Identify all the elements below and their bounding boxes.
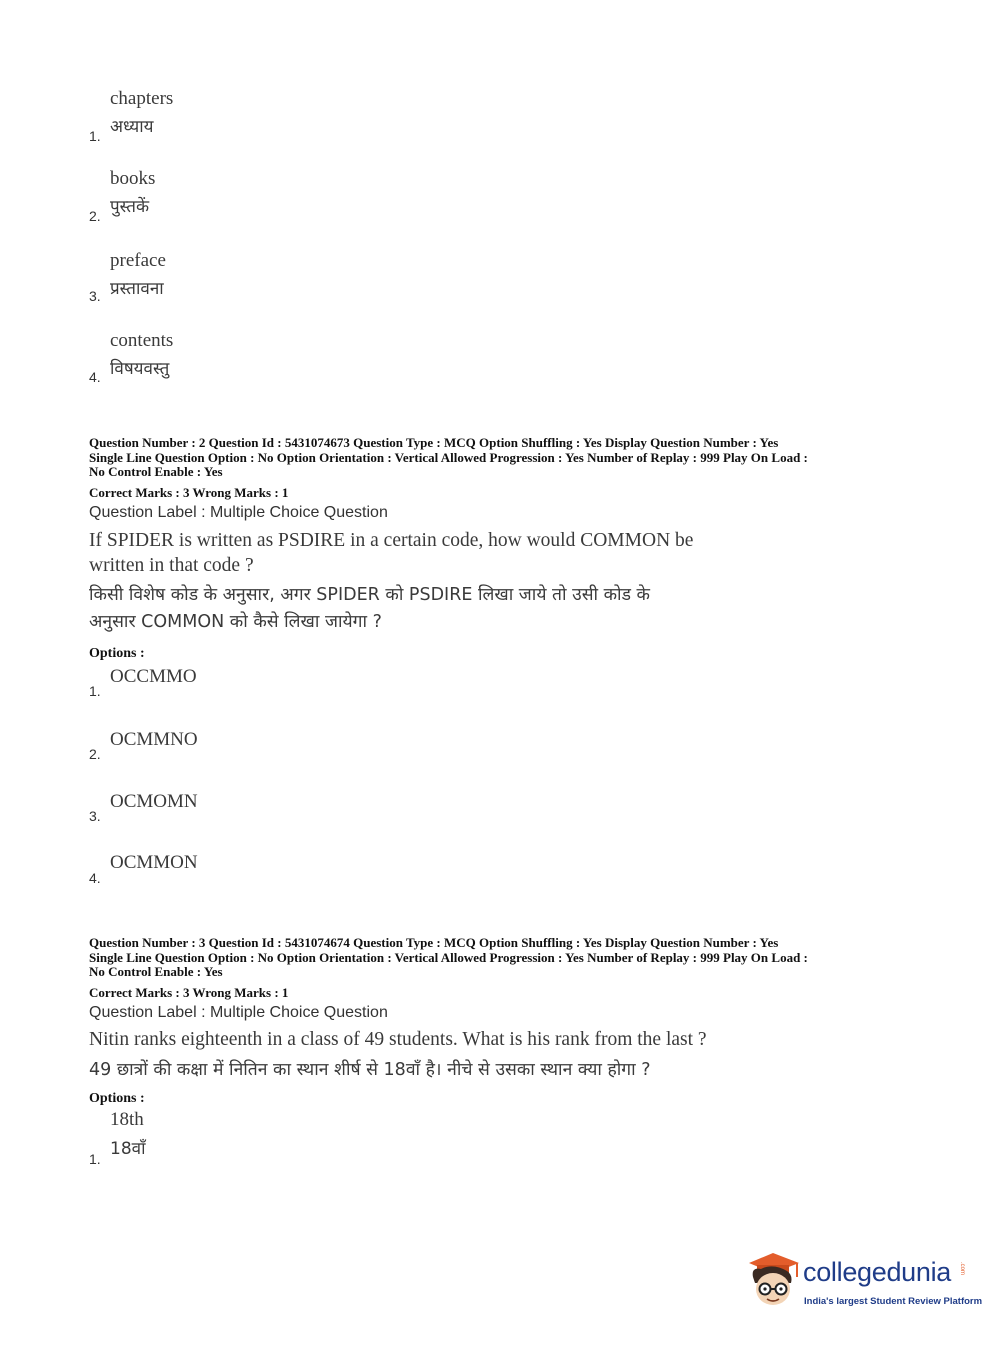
q2-question-text-en-line1: If SPIDER is written as PSDIRE in a certain code, how would COMMON be	[89, 530, 694, 551]
q2-question-label: Question Label : Multiple Choice Question	[89, 504, 388, 521]
option-number: 2.	[89, 746, 101, 762]
q3-question-text-hi: 49 छात्रों की कक्षा में नितिन का स्थान शीर्ष से 18वाँ है। नीचे से उसका स्थान क्या होगा ?	[89, 1060, 651, 1080]
option-number: 4.	[89, 369, 101, 385]
meta-line: Question Number : 3 Question Id : 5431074674 Question Type : MCQ Option Shuffling : Yes Display Question Number : Yes	[89, 935, 779, 950]
option-number: 3.	[89, 808, 101, 824]
logo-wordmark: collegedunia	[803, 1257, 952, 1287]
meta-line: Question Number : 2 Question Id : 5431074673 Question Type : MCQ Option Shuffling : Yes Display Question Number : Yes	[89, 435, 779, 450]
option-text: OCMMNO	[110, 729, 198, 750]
option-text: OCMOMN	[110, 791, 198, 812]
option-text-en: preface	[110, 250, 166, 271]
q2-question-text-hi-line2: अनुसार COMMON को कैसे लिखा जायेगा ?	[89, 612, 382, 632]
meta-line: Single Line Question Option : No Option Orientation : Vertical Allowed Progression : Yes Number of Replay : 999 Play On Load :	[89, 949, 808, 965]
q3-question-text-en: Nitin ranks eighteenth in a class of 49 students. What is his rank from the last ?	[89, 1029, 707, 1050]
q2-question-text-hi-line1: किसी विशेष कोड के अनुसार, अगर SPIDER को PSDIRE लिखा जाये तो उसी कोड के	[89, 585, 650, 605]
collegedunia-logo	[743, 1249, 983, 1311]
option-number: 3.	[89, 288, 101, 304]
option-number: 1.	[89, 683, 101, 699]
option-text-en: 18th	[110, 1109, 144, 1130]
option-text-hi: प्रस्तावना	[110, 279, 164, 299]
meta-line: Single Line Question Option : No Option Orientation : Vertical Allowed Progression : Yes Number of Replay : 999 Play On Load :	[89, 449, 808, 465]
q2-metadata	[89, 436, 919, 480]
q3-options-label: Options :	[89, 1091, 145, 1106]
q3-question-label: Question Label : Multiple Choice Question	[89, 1004, 388, 1021]
q3-metadata	[89, 936, 919, 980]
q2-marks: Correct Marks : 3 Wrong Marks : 1	[89, 485, 289, 500]
option-text-hi: अध्याय	[110, 117, 154, 137]
q2-question-text-en-line2: written in that code ?	[89, 555, 254, 576]
option-text-en: chapters	[110, 88, 174, 109]
option-text-en: contents	[110, 330, 174, 351]
logo-domain: .com	[959, 1262, 965, 1276]
q2-options-label: Options :	[89, 646, 145, 661]
option-text: OCCMMO	[110, 666, 197, 687]
q3-marks: Correct Marks : 3 Wrong Marks : 1	[89, 985, 289, 1000]
option-text-hi: पुस्तकें	[110, 197, 150, 217]
logo-tagline: India's largest Student Review Platform	[804, 1296, 983, 1307]
option-text-hi: विषयवस्तु	[110, 359, 170, 379]
option-text: OCMMON	[110, 852, 198, 873]
meta-line: No Control Enable : Yes	[89, 464, 223, 479]
option-number: 1.	[89, 128, 101, 144]
option-number: 4.	[89, 870, 101, 886]
option-text-hi: 18वाँ	[110, 1139, 146, 1159]
meta-line: No Control Enable : Yes	[89, 964, 223, 979]
option-number: 2.	[89, 208, 101, 224]
option-text-en: books	[110, 168, 156, 189]
option-number: 1.	[89, 1151, 101, 1167]
student-mascot-icon	[743, 1249, 803, 1311]
